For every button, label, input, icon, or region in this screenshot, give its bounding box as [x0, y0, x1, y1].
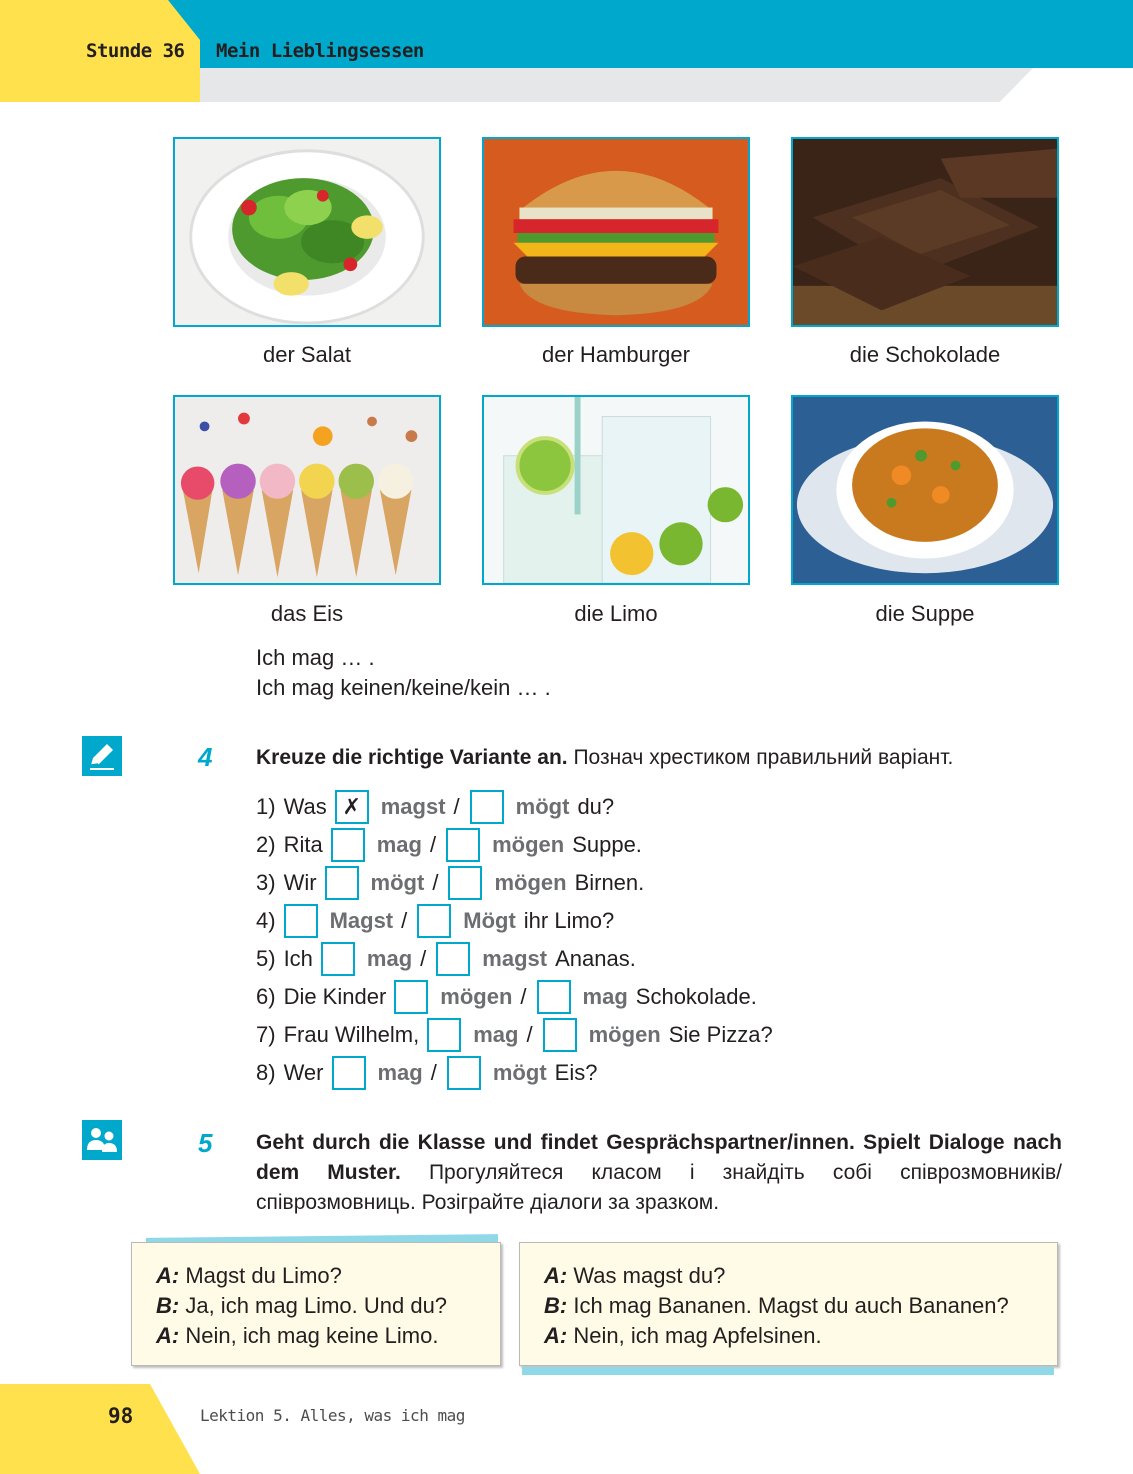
dialog-text: Magst du Limo? — [185, 1263, 342, 1288]
instruction-ukrainian: Прогуляйтеся класом і знайдіть собі співрозмовників/співрозмовниць. Розіграйте діалоги за зразком. — [256, 1161, 1062, 1214]
exercise-item — [256, 1018, 773, 1052]
speaker-label: B: — [156, 1293, 180, 1318]
instruction-german: Geht durch die Klasse und findet Gesprächspartner/innen. Spielt Dialoge nach dem Muster. — [256, 1131, 1062, 1184]
soup-photo — [791, 395, 1059, 585]
item-lead-text: Wer — [283, 1060, 324, 1085]
checkbox[interactable] — [321, 942, 355, 976]
item-tail-text: Schokolade. — [635, 984, 757, 1009]
checkbox[interactable] — [543, 1018, 577, 1052]
lesson-title: Mein Lieblingsessen — [216, 40, 424, 62]
item-lead-text: Wir — [283, 870, 317, 895]
item-lead-text: Frau Wilhelm, — [283, 1022, 420, 1047]
dialog-text: Was magst du? — [573, 1263, 726, 1288]
dialog-line — [156, 1291, 500, 1321]
option-text: mögen — [494, 870, 567, 895]
option-separator: / — [520, 984, 527, 1009]
speaker-label: A: — [156, 1323, 180, 1348]
checkbox[interactable] — [417, 904, 451, 938]
checkbox[interactable] — [448, 866, 482, 900]
lesson-number: Stunde 36 — [86, 40, 185, 62]
option-text: mögt — [515, 794, 570, 819]
pencil-icon — [82, 736, 122, 776]
dialog-line — [544, 1261, 1057, 1291]
item-number: 8) — [256, 1060, 276, 1085]
option-separator: / — [420, 946, 427, 971]
footer-page-tab — [0, 1384, 200, 1474]
dialog-line — [544, 1291, 1057, 1321]
speaker-label: A: — [544, 1263, 568, 1288]
page-number: 98 — [108, 1404, 134, 1428]
item-lead-text: Was — [283, 794, 327, 819]
item-number: 2) — [256, 832, 276, 857]
item-lead-text: Ich — [283, 946, 313, 971]
header-shadow — [200, 68, 1033, 102]
dialog-text: Nein, ich mag keine Limo. — [185, 1323, 439, 1348]
lemonade-photo — [482, 395, 750, 585]
instruction-german: Kreuze die richtige Variante an. — [256, 746, 568, 769]
dialog-line — [156, 1261, 500, 1291]
option-separator: / — [453, 794, 460, 819]
option-text: mag — [473, 1022, 519, 1047]
instruction-ukrainian: Познач хрестиком правильний варіант. — [573, 746, 954, 769]
checkbox[interactable] — [447, 1056, 481, 1090]
item-tail-text: Eis? — [554, 1060, 598, 1085]
food-caption: der Salat — [262, 342, 352, 367]
checkbox[interactable] — [537, 980, 571, 1014]
dialog-line — [544, 1321, 1057, 1351]
item-number: 7) — [256, 1022, 276, 1047]
speaker-label: A: — [544, 1323, 568, 1348]
dialog-text: Nein, ich mag Apfelsinen. — [573, 1323, 822, 1348]
option-text: mögen — [440, 984, 513, 1009]
food-caption: die Limo — [574, 601, 658, 626]
footer-unit-title: Lektion 5. Alles, was ich mag — [200, 1406, 465, 1425]
option-text: mag — [582, 984, 628, 1009]
exercise-instruction — [256, 1128, 1062, 1218]
checkbox[interactable] — [394, 980, 428, 1014]
item-tail-text: Birnen. — [574, 870, 645, 895]
option-separator: / — [429, 832, 437, 857]
checkbox[interactable] — [436, 942, 470, 976]
item-number: 6) — [256, 984, 276, 1009]
dialog-box — [519, 1242, 1058, 1366]
option-separator: / — [432, 870, 439, 895]
item-lead-text: Die Kinder — [283, 984, 387, 1009]
exercise-item — [256, 904, 614, 938]
dialog-text: Ja, ich mag Limo. Und du? — [185, 1293, 448, 1318]
exercise-instruction — [256, 743, 1062, 773]
checkbox[interactable] — [470, 790, 504, 824]
food-caption: das Eis — [270, 601, 344, 626]
checkbox[interactable]: ✗ — [335, 790, 369, 824]
item-tail-text: Suppe. — [572, 832, 642, 857]
salad-photo — [173, 137, 441, 327]
exercise-item — [256, 980, 757, 1014]
checkbox[interactable] — [446, 828, 480, 862]
exercise-item — [256, 828, 642, 862]
option-text: mag — [366, 946, 413, 971]
dialog-text: Ich mag Bananen. Magst du auch Bananen? — [573, 1293, 1009, 1318]
item-tail-text: ihr Limo? — [523, 908, 615, 933]
item-tail-text: Ananas. — [555, 946, 636, 971]
option-text: mögt — [492, 1060, 547, 1085]
checkbox[interactable] — [284, 904, 318, 938]
pair-work-icon — [82, 1120, 122, 1160]
item-number: 5) — [256, 946, 276, 971]
food-caption: die Suppe — [875, 601, 975, 626]
speaker-label: A: — [156, 1263, 180, 1288]
pattern-line: Ich mag keinen/keine/kein … . — [256, 675, 551, 700]
checkbox[interactable] — [427, 1018, 461, 1052]
option-text: mögen — [588, 1022, 661, 1047]
checkbox[interactable] — [331, 828, 365, 862]
item-number: 1) — [256, 794, 276, 819]
option-text: magst — [380, 794, 446, 819]
option-separator: / — [526, 1022, 533, 1047]
item-number: 4) — [256, 908, 276, 933]
option-separator: / — [430, 1060, 437, 1085]
item-tail-text: du? — [577, 794, 615, 819]
pattern-line: Ich mag … . — [256, 645, 375, 670]
option-separator: / — [401, 908, 408, 933]
option-text: mag — [376, 832, 422, 857]
exercise-number: 5 — [198, 1128, 213, 1158]
food-caption: die Schokolade — [849, 342, 1001, 367]
checkbox[interactable] — [332, 1056, 366, 1090]
exercise-item — [256, 1056, 597, 1090]
speaker-label: B: — [544, 1293, 568, 1318]
exercise-item — [256, 790, 614, 824]
option-text: Mögt — [463, 908, 516, 933]
checkbox[interactable] — [325, 866, 359, 900]
option-text: mögen — [492, 832, 565, 857]
option-text: magst — [482, 946, 548, 971]
food-caption: der Hamburger — [542, 342, 690, 367]
dialog-box — [131, 1242, 501, 1366]
option-text: mag — [377, 1060, 423, 1085]
exercise-number: 4 — [198, 742, 213, 772]
option-text: Magst — [329, 908, 394, 933]
exercise-item — [256, 942, 636, 976]
exercise-item — [256, 866, 644, 900]
dialog-shade — [522, 1367, 1054, 1375]
item-tail-text: Sie Pizza? — [668, 1022, 773, 1047]
hamburger-photo — [482, 137, 750, 327]
option-text: mögt — [370, 870, 425, 895]
dialog-line — [156, 1321, 500, 1351]
item-lead-text: Rita — [283, 832, 323, 857]
chocolate-photo — [791, 137, 1059, 327]
ice-cream-photo — [173, 395, 441, 585]
item-number: 3) — [256, 870, 276, 895]
